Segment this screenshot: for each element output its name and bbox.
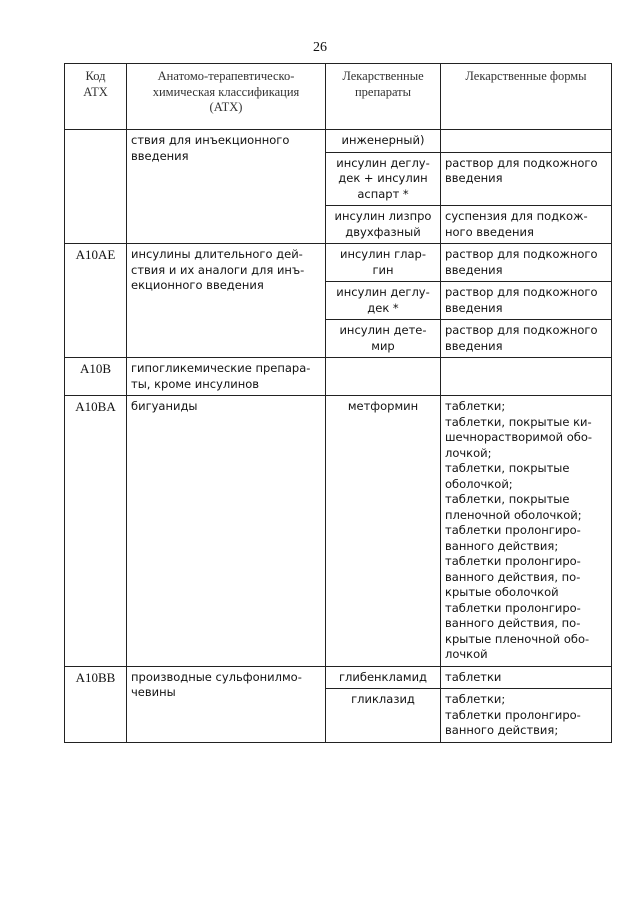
classification-line: ты, кроме инсулинов xyxy=(131,376,260,391)
header-forms: Лекарственные формы xyxy=(441,64,612,130)
form-cell xyxy=(441,396,612,667)
form-cell xyxy=(441,206,612,244)
form-line: введения xyxy=(445,300,503,315)
form-line: ванного действия; xyxy=(445,723,559,737)
form-line: таблетки xyxy=(445,669,502,684)
drug-line: гин xyxy=(372,262,394,277)
form-line: крытые пленочной обо- xyxy=(445,631,590,646)
atx-table xyxy=(64,63,612,743)
header-classification-line: Анатомо-терапевтическо- xyxy=(157,69,295,83)
drug-line: инсулин лизпро xyxy=(334,209,432,223)
form-line: таблетки пролонгиро- xyxy=(445,523,581,537)
header-classification-line: (АТХ) xyxy=(209,100,243,114)
header-classification-line: химическая классификация xyxy=(152,84,300,99)
form-line: таблетки пролонгиро- xyxy=(445,554,581,568)
form-line: пленочной оболочкой; xyxy=(445,507,582,522)
form-line: введения xyxy=(445,338,503,353)
code-cell: A10BA xyxy=(65,396,127,667)
drug-line: дек + инсулин xyxy=(338,171,428,185)
header-code xyxy=(65,64,127,130)
table-row xyxy=(65,666,612,689)
table-row xyxy=(65,130,612,153)
drug-line: инсулин дете- xyxy=(339,323,427,337)
classification-cell xyxy=(127,396,326,667)
drug-line: инсулин деглу- xyxy=(336,285,430,299)
drug-line: инсулин глар- xyxy=(339,247,426,261)
classification-line: екционного введения xyxy=(131,278,264,292)
form-cell xyxy=(441,689,612,743)
form-line: раствор для подкожного xyxy=(445,247,598,261)
form-line: введения xyxy=(445,171,503,185)
form-line: ванного действия, по- xyxy=(445,569,581,584)
header-code-line: Код xyxy=(85,69,106,83)
classification-line: введения xyxy=(131,148,189,163)
form-line: раствор для подкожного xyxy=(445,323,598,337)
drug-cell xyxy=(326,358,441,396)
form-line: суспензия для подкож- xyxy=(445,209,588,223)
classification-cell xyxy=(127,666,326,742)
form-line: оболочкой; xyxy=(445,476,513,491)
classification-cell xyxy=(127,244,326,358)
drug-line: дек * xyxy=(367,300,399,315)
form-line: введения xyxy=(445,262,503,277)
form-line: таблетки, покрытые xyxy=(445,492,570,506)
form-cell xyxy=(441,358,612,396)
drug-line: аспарт * xyxy=(357,186,409,201)
table-row xyxy=(65,358,612,396)
drug-cell xyxy=(326,206,441,244)
code-cell: A10AE xyxy=(65,244,127,358)
table-row xyxy=(65,396,612,667)
drug-line: мир xyxy=(371,338,395,353)
header-drugs xyxy=(326,64,441,130)
drug-line: метформин xyxy=(347,399,419,413)
form-line: лочкой; xyxy=(445,445,492,460)
form-line: таблетки, покрытые ки- xyxy=(445,414,592,429)
form-line: ванного действия, по- xyxy=(445,616,581,630)
drug-line: инсулин деглу- xyxy=(336,155,430,170)
form-line: таблетки пролонгиро- xyxy=(445,600,581,615)
form-line: ванного действия; xyxy=(445,538,559,553)
form-cell xyxy=(441,320,612,358)
form-line: раствор для подкожного xyxy=(445,285,598,299)
form-line: таблетки, покрытые xyxy=(445,461,570,475)
form-line: таблетки; xyxy=(445,399,506,413)
drug-cell xyxy=(326,689,441,743)
classification-line: бигуаниды xyxy=(131,399,198,413)
form-cell xyxy=(441,130,612,153)
drug-line: гликлазид xyxy=(351,692,415,706)
header-drugs-line: препараты xyxy=(354,84,412,99)
drug-cell xyxy=(326,152,441,206)
drug-cell xyxy=(326,396,441,667)
classification-line: чевины xyxy=(131,685,176,699)
page-number: 26 xyxy=(313,40,327,55)
form-line: ного введения xyxy=(445,224,534,239)
classification-line: ствия и их аналоги для инъ- xyxy=(131,262,305,277)
form-cell xyxy=(441,282,612,320)
form-cell xyxy=(441,152,612,206)
form-line: раствор для подкожного xyxy=(445,155,598,170)
header-classification xyxy=(127,64,326,130)
header-drugs-line: Лекарственные xyxy=(342,69,424,83)
classification-cell xyxy=(127,130,326,244)
form-line: шечнорастворимой обо- xyxy=(445,430,593,444)
classification-line: ствия для инъекционного xyxy=(131,133,290,147)
drug-line: инженерный) xyxy=(341,133,425,147)
classification-line: гипогликемические препара- xyxy=(131,361,311,375)
form-cell xyxy=(441,666,612,689)
drug-cell xyxy=(326,282,441,320)
drug-cell xyxy=(326,244,441,282)
classification-line: инсулины длительного дей- xyxy=(131,247,303,261)
code-cell: A10B xyxy=(65,358,127,396)
drug-cell xyxy=(326,320,441,358)
drug-cell xyxy=(326,130,441,153)
form-line: таблетки пролонгиро- xyxy=(445,707,581,722)
classification-line: производные сульфонилмо- xyxy=(131,669,302,684)
table-header-row xyxy=(65,64,612,130)
drug-cell xyxy=(326,666,441,689)
classification-cell xyxy=(127,358,326,396)
code-cell xyxy=(65,130,127,244)
code-cell: A10BB xyxy=(65,666,127,742)
form-line: крытые оболочкой xyxy=(445,585,559,599)
form-cell xyxy=(441,244,612,282)
drug-line: глибенкламид xyxy=(339,669,427,684)
header-code-line: АТХ xyxy=(83,84,108,99)
form-line: лочкой xyxy=(445,647,488,661)
table-row xyxy=(65,244,612,282)
drug-line: двухфазный xyxy=(345,224,421,239)
form-line: таблетки; xyxy=(445,692,506,706)
